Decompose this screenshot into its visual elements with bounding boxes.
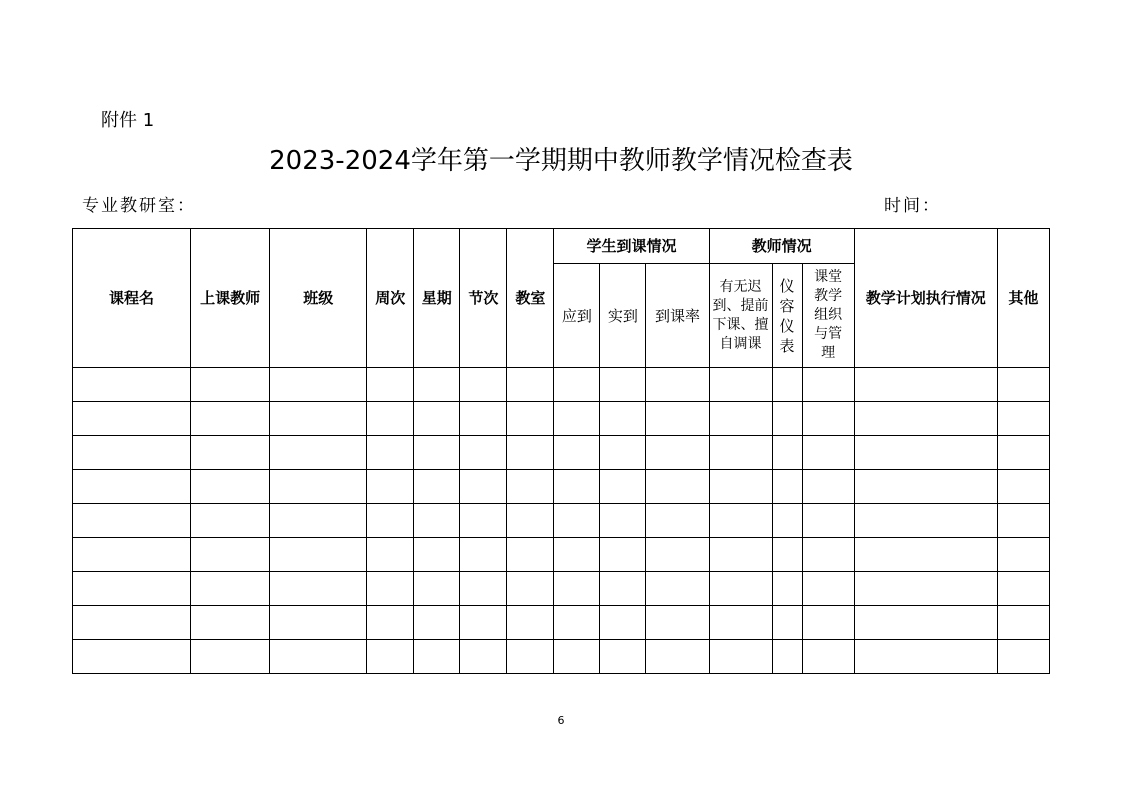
table-cell[interactable]: [600, 606, 646, 640]
table-cell[interactable]: [709, 470, 772, 504]
table-cell[interactable]: [709, 368, 772, 402]
table-cell[interactable]: [854, 572, 997, 606]
table-cell[interactable]: [709, 504, 772, 538]
table-cell[interactable]: [191, 606, 270, 640]
table-cell[interactable]: [772, 640, 802, 674]
table-cell[interactable]: [414, 538, 460, 572]
table-cell[interactable]: [507, 470, 554, 504]
table-cell[interactable]: [367, 436, 414, 470]
table-row: [73, 538, 1050, 572]
table-cell[interactable]: [772, 402, 802, 436]
table-cell[interactable]: [270, 640, 367, 674]
table-cell[interactable]: [191, 436, 270, 470]
table-cell[interactable]: [554, 470, 600, 504]
header-should-attend: 应到: [554, 264, 600, 368]
table-cell[interactable]: [554, 402, 600, 436]
table-cell[interactable]: [73, 504, 191, 538]
table-cell[interactable]: [600, 470, 646, 504]
table-cell[interactable]: [191, 538, 270, 572]
table-cell[interactable]: [191, 470, 270, 504]
table-cell[interactable]: [997, 538, 1049, 572]
table-cell[interactable]: [600, 368, 646, 402]
table-cell[interactable]: [600, 538, 646, 572]
table-cell[interactable]: [367, 504, 414, 538]
table-cell[interactable]: [191, 640, 270, 674]
table-cell[interactable]: [802, 640, 854, 674]
table-cell[interactable]: [997, 368, 1049, 402]
table-cell[interactable]: [414, 436, 460, 470]
table-row: [73, 606, 1050, 640]
table-cell[interactable]: [460, 402, 507, 436]
table-cell[interactable]: [772, 470, 802, 504]
header-other: 其他: [997, 229, 1049, 368]
table-cell[interactable]: [367, 538, 414, 572]
table-cell[interactable]: [772, 606, 802, 640]
header-class: 班级: [270, 229, 367, 368]
table-cell[interactable]: [191, 402, 270, 436]
table-cell[interactable]: [367, 640, 414, 674]
table-cell[interactable]: [73, 538, 191, 572]
table-cell[interactable]: [600, 504, 646, 538]
table-cell[interactable]: [772, 436, 802, 470]
table-cell[interactable]: [73, 402, 191, 436]
table-cell[interactable]: [367, 606, 414, 640]
table-cell[interactable]: [600, 436, 646, 470]
table-cell[interactable]: [554, 640, 600, 674]
table-cell[interactable]: [191, 504, 270, 538]
table-cell[interactable]: [600, 640, 646, 674]
table-cell[interactable]: [802, 402, 854, 436]
table-cell[interactable]: [646, 538, 709, 572]
header-attend-rate: 到课率: [646, 264, 709, 368]
table-cell[interactable]: [507, 606, 554, 640]
table-cell[interactable]: [507, 402, 554, 436]
table-cell[interactable]: [73, 606, 191, 640]
header-late-early: 有无迟到、提前下课、擅自调课: [712, 278, 769, 352]
table-cell[interactable]: [997, 640, 1049, 674]
table-cell[interactable]: [646, 606, 709, 640]
table-cell[interactable]: [772, 368, 802, 402]
table-cell[interactable]: [414, 470, 460, 504]
table-cell[interactable]: [709, 538, 772, 572]
table-cell[interactable]: [802, 368, 854, 402]
table-row: [73, 368, 1050, 402]
inspection-table: [72, 228, 1050, 674]
table-cell[interactable]: [414, 606, 460, 640]
table-cell[interactable]: [73, 640, 191, 674]
table-cell[interactable]: [460, 368, 507, 402]
table-cell[interactable]: [854, 606, 997, 640]
table-cell[interactable]: [709, 572, 772, 606]
table-cell[interactable]: [854, 470, 997, 504]
table-cell[interactable]: [709, 402, 772, 436]
header-class-org-cell: [802, 264, 854, 368]
table-cell[interactable]: [997, 572, 1049, 606]
table-cell[interactable]: [554, 504, 600, 538]
table-cell[interactable]: [460, 470, 507, 504]
header-teacher-situation-group: 教师情况: [709, 229, 854, 264]
table-cell[interactable]: [270, 470, 367, 504]
table-cell[interactable]: [802, 538, 854, 572]
table-cell[interactable]: [854, 368, 997, 402]
table-row: [73, 470, 1050, 504]
header-weekday: 星期: [414, 229, 460, 368]
table-cell[interactable]: [997, 606, 1049, 640]
table-cell[interactable]: [554, 538, 600, 572]
header-actual-attend: 实到: [600, 264, 646, 368]
table-cell[interactable]: [854, 640, 997, 674]
time-label: 时间：: [884, 196, 941, 216]
header-plan-execution: 教学计划执行情况: [854, 229, 997, 368]
table-cell[interactable]: [646, 402, 709, 436]
table-cell[interactable]: [507, 538, 554, 572]
table-cell[interactable]: [270, 538, 367, 572]
table-cell[interactable]: [646, 436, 709, 470]
table-cell[interactable]: [460, 436, 507, 470]
header-teacher: 上课教师: [191, 229, 270, 368]
table-cell[interactable]: [414, 504, 460, 538]
header-appearance-cell: [772, 264, 802, 368]
table-cell[interactable]: [507, 368, 554, 402]
table-row: [73, 640, 1050, 674]
table-cell[interactable]: [802, 436, 854, 470]
table-cell[interactable]: [772, 572, 802, 606]
header-week: 周次: [367, 229, 414, 368]
table-row: [73, 402, 1050, 436]
table-cell[interactable]: [772, 504, 802, 538]
header-late-early-cell: [709, 264, 772, 368]
table-cell[interactable]: [646, 640, 709, 674]
table-cell[interactable]: [802, 606, 854, 640]
page-title: 2023-2024学年第一学期期中教师教学情况检查表: [269, 146, 853, 176]
table-cell[interactable]: [854, 504, 997, 538]
table-cell[interactable]: [270, 606, 367, 640]
table-cell[interactable]: [854, 436, 997, 470]
table-cell[interactable]: [646, 504, 709, 538]
table-cell[interactable]: [270, 572, 367, 606]
table-cell[interactable]: [414, 368, 460, 402]
header-appearance: 仪容仪表: [779, 276, 795, 355]
table-cell[interactable]: [709, 640, 772, 674]
header-course-name: 课程名: [73, 229, 191, 368]
table-cell[interactable]: [507, 572, 554, 606]
department-label: 专业教研室：: [82, 196, 196, 216]
page-number: 6: [557, 714, 565, 727]
table-cell[interactable]: [802, 572, 854, 606]
table-cell[interactable]: [554, 368, 600, 402]
table-row: [73, 504, 1050, 538]
table-cell[interactable]: [270, 436, 367, 470]
attachment-label: 附件 1: [101, 110, 155, 131]
table-cell[interactable]: [414, 572, 460, 606]
table-cell[interactable]: [709, 436, 772, 470]
table-cell[interactable]: [507, 640, 554, 674]
table-cell[interactable]: [414, 640, 460, 674]
table-cell[interactable]: [367, 368, 414, 402]
header-period: 节次: [460, 229, 507, 368]
table-cell[interactable]: [709, 606, 772, 640]
table-cell[interactable]: [73, 368, 191, 402]
table-cell[interactable]: [854, 402, 997, 436]
table-cell[interactable]: [460, 606, 507, 640]
table-cell[interactable]: [854, 538, 997, 572]
table-cell[interactable]: [997, 470, 1049, 504]
table-cell[interactable]: [802, 470, 854, 504]
table-cell[interactable]: [460, 504, 507, 538]
table-cell[interactable]: [997, 436, 1049, 470]
header-student-attendance-group: 学生到课情况: [554, 229, 709, 264]
table-cell[interactable]: [270, 402, 367, 436]
table-cell[interactable]: [191, 572, 270, 606]
table-cell[interactable]: [367, 402, 414, 436]
table-cell[interactable]: [270, 368, 367, 402]
table-cell[interactable]: [367, 470, 414, 504]
table-cell[interactable]: [646, 470, 709, 504]
table-cell[interactable]: [507, 504, 554, 538]
table-cell[interactable]: [554, 572, 600, 606]
table-cell[interactable]: [367, 572, 414, 606]
table-cell[interactable]: [600, 572, 646, 606]
table-row: [73, 436, 1050, 470]
table-cell[interactable]: [646, 572, 709, 606]
table-cell[interactable]: [646, 368, 709, 402]
table-cell[interactable]: [460, 572, 507, 606]
table-cell[interactable]: [460, 640, 507, 674]
table-cell[interactable]: [73, 436, 191, 470]
header-classroom: 教室: [507, 229, 554, 368]
table-cell[interactable]: [997, 504, 1049, 538]
table-cell[interactable]: [772, 538, 802, 572]
header-class-organization: 课堂教学组织与管理: [814, 269, 843, 361]
table-row: [73, 572, 1050, 606]
table-cell[interactable]: [191, 368, 270, 402]
table-cell[interactable]: [600, 402, 646, 436]
table-cell[interactable]: [73, 470, 191, 504]
table-cell[interactable]: [554, 606, 600, 640]
table-cell[interactable]: [554, 436, 600, 470]
table-cell[interactable]: [507, 436, 554, 470]
table-cell[interactable]: [73, 572, 191, 606]
table-cell[interactable]: [270, 504, 367, 538]
table-cell[interactable]: [802, 504, 854, 538]
table-cell[interactable]: [997, 402, 1049, 436]
table-cell[interactable]: [414, 402, 460, 436]
table-cell[interactable]: [460, 538, 507, 572]
